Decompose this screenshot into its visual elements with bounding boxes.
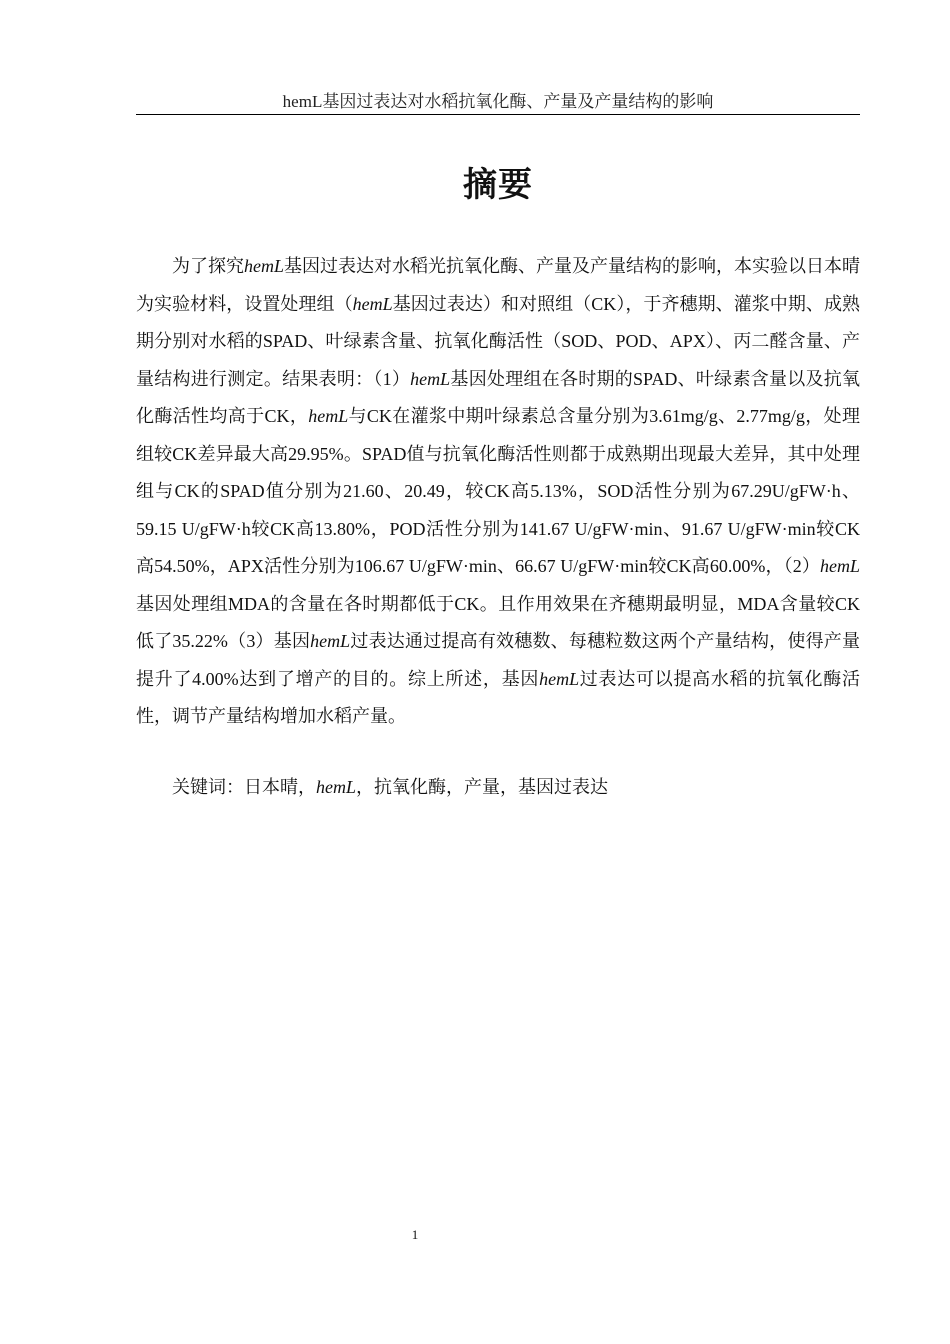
abstract-text: 过表达可以提高水稻的抗氧化酶活性，调节产量结构增加水稻产量。 xyxy=(136,668,861,726)
keywords-suffix: ，抗氧化酶，产量，基因过表达 xyxy=(356,777,608,797)
abstract-text: 为了探究 xyxy=(172,256,244,276)
page-number: 1 xyxy=(411,1227,419,1242)
gene-name: hemL xyxy=(244,256,284,276)
keywords-prefix: 关键词：日本晴， xyxy=(172,777,316,797)
gene-name: hemL xyxy=(310,631,351,651)
gene-name: hemL xyxy=(820,556,860,576)
keyword-gene-name: hemL xyxy=(316,777,356,797)
page-title: 摘要 xyxy=(463,165,533,205)
abstract-text: 基因处理组在各时期的SPAD、叶绿素含量以及抗氧化酶活性均高于CK， xyxy=(136,368,860,426)
gene-name: hemL xyxy=(410,368,451,389)
gene-name: hemL xyxy=(308,406,349,426)
gene-name: hemL xyxy=(352,293,393,314)
abstract-text: 与CK在灌浆中期叶绿素总含量分别为3.61mg/g、2.77mg/g，处理组较CK差异最大高29.95%。SPAD值与抗氧化酶活性则都于成熟期出现最大差异，其中处理组与CK的SPAD值分别为21.60、20.49，较CK高5.13%，SOD活性分别为67.29U/gFW·h、59.15 U/gFW·h较CK高13.80%，POD活性分别为141.67 U/gFW·min、91.67 U/gFW·min较CK高54.50%，APX活性分别为106.67 U/gFW·min、66.67 U/gFW·min较CK高60.00%，（2） xyxy=(136,406,860,576)
abstract-text: 基因过表达）和对照组（CK），于齐穗期、灌浆中期、成熟期分别对水稻的SPAD、叶绿素含量、抗氧化酶活性（SOD、POD、APX）、丙二醛含量、产量结构进行测定。结果表明：（1） xyxy=(136,293,861,389)
abstract-text: 过表达通过提高有效穗数、每穗粒数这两个产量结构，使得产量提升了4.00%达到了增产的目的。综上所述，基因 xyxy=(136,631,861,689)
header-rule xyxy=(136,114,860,115)
abstract-paragraph xyxy=(136,248,860,736)
abstract-text: 基因处理组MDA的含量在各时期都低于CK。且作用效果在齐穗期最明显，MDA含量较CK低了35.22%（3）基因 xyxy=(136,593,860,651)
running-header: hemL基因过表达对水稻抗氧化酶、产量及产量结构的影响 xyxy=(282,92,714,111)
keywords-line xyxy=(136,769,860,807)
gene-name: hemL xyxy=(539,668,580,689)
abstract-text: 基因过表达对水稻光抗氧化酶、产量及产量结构的影响，本实验以日本晴为实验材料，设置处理组（ xyxy=(136,256,860,314)
